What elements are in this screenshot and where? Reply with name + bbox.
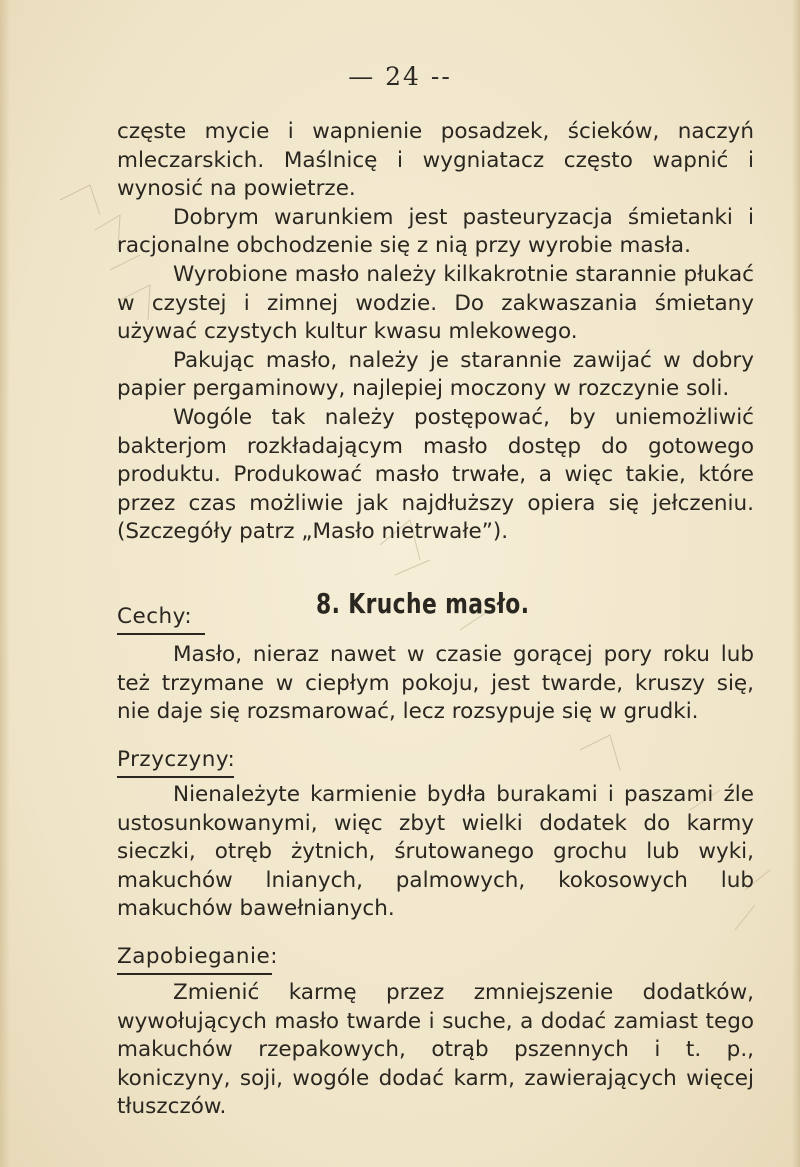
label-underline [117,973,272,975]
paragraph: Nienależyte karmienie bydła burakami i paszami źle ustosunkowanymi, więc zbyt wielki dodatek do karmy sieczki, otręb żytnich, śrutowanego grochu lub wyki, makuchów lnianych, palmowych, kokosowych lub makuchów bawełnianych. [117,782,754,922]
label-underline [117,776,234,778]
zapobieganie-text [117,979,754,1122]
section-heading: 8. Kruche masło. [316,587,530,620]
przyczyny-label-text: Przyczyny: [117,747,236,772]
cechy-label-text: Cechy: [117,604,193,629]
paragraph: Pakując masło, należy je starannie zawijać w dobry papier pergaminowy, najlepiej moczony w rozczynie soli. [117,347,754,402]
paragraph: Masło, nieraz nawet w czasie gorącej pory roku lub też trzymane w ciepłym pokoju, jest twarde, kruszy się, nie daje się rozsmarować, lecz rozsypuje się w grudki. [117,642,754,725]
paragraph: Wyrobione masło należy kilkakrotnie starannie płukać w czystej i zimnej wodzie. Do zakwaszania śmietany używać czystych kultur kwasu mlekowego. [117,261,754,345]
cechy-label [117,604,205,637]
przyczyny-label [117,747,234,780]
label-underline [117,633,205,635]
cechy-text [117,641,754,727]
paragraph: Wogóle tak należy postępować, by uniemożliwić bakterjom rozkładającym masło dostęp do gotowego produktu. Produkować masło trwałe, a więc takie, które przez czas możliwie jak najdłuższy opiera się jełczeniu. (Szczegóły patrz „Masło nietrwałe”). [117,404,754,545]
przyczyny-text [117,781,754,924]
page-number: — 24 -- [348,62,452,91]
paragraph: Zmienić karmę przez zmniejszenie dodatków, wywołujących masło twarde i suche, a dodać zamiast tego makuchów rzepakowych, otrąb pszennych i t. p., koniczyny, soji, wogóle dodać karm, zawierających więcej tłuszczów. [117,980,754,1120]
intro-text [117,118,754,547]
paragraph: częste mycie i wapnienie posadzek, ścieków, naczyń mleczarskich. Maślnicę i wygniatacz często wapnić i wynosić na powietrze. [117,119,754,202]
paragraph: Dobrym warunkiem jest pasteuryzacja śmietanki i racjonalne obchodzenie się z nią przy wyrobie masła. [117,204,754,259]
zapobieganie-label [117,944,278,977]
zapobieganie-label-text: Zapobieganie: [117,944,278,969]
